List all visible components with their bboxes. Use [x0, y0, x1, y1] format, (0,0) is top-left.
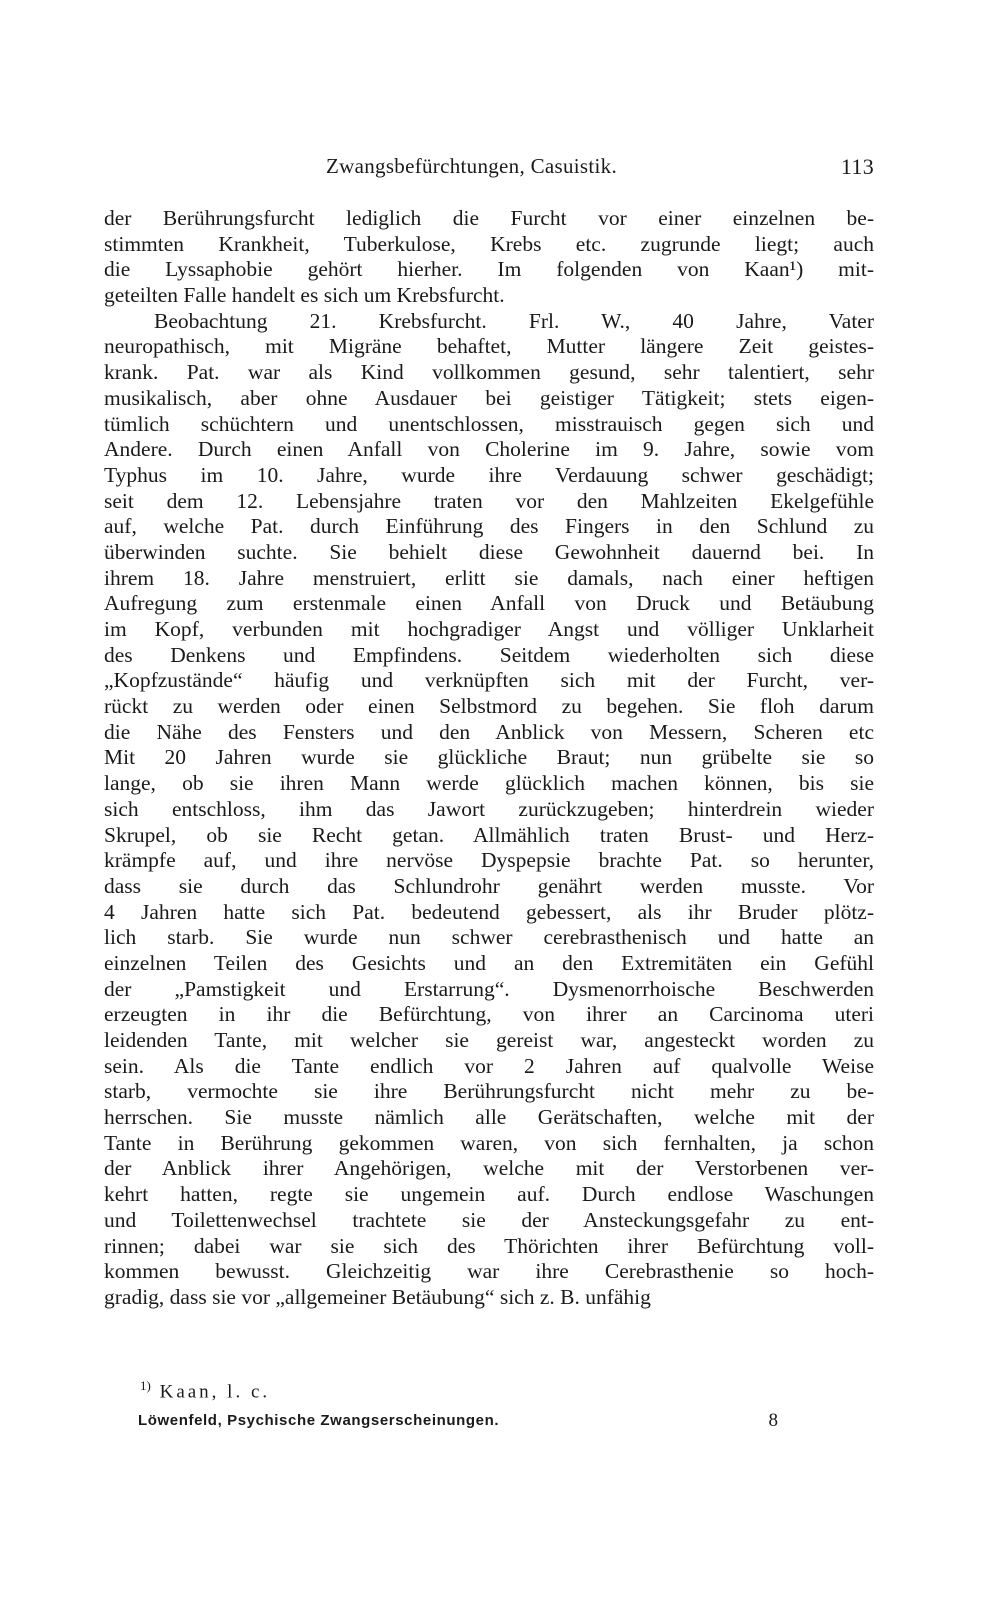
- text-line: kommen bewusst. Gleichzeitig war ihre Cerebrasthenie so hoch-: [104, 1259, 874, 1284]
- book-imprint: Löwenfeld, Psychische Zwangserscheinungen.: [138, 1412, 500, 1429]
- text-line: rinnen; dabei war sie sich des Thörichten ihrer Befürchtung voll-: [104, 1233, 874, 1258]
- footnote: [140, 1378, 270, 1403]
- text-line: musikalisch, aber ohne Ausdauer bei geistiger Tätigkeit; stets eigen-: [104, 385, 874, 410]
- text-line: kehrt hatten, regte sie ungemein auf. Durch endlose Waschungen: [104, 1182, 874, 1207]
- text-line: der Anblick ihrer Angehörigen, welche mit der Verstorbenen ver-: [104, 1156, 874, 1181]
- signature-mark: 8: [768, 1410, 778, 1431]
- text-line: stimmten Krankheit, Tuberkulose, Krebs etc. zugrunde liegt; auch: [104, 231, 874, 256]
- text-line: gradig, dass sie vor „allgemeiner Betäubung“ sich z. B. unfähig: [104, 1284, 651, 1309]
- text-line: auf, welche Pat. durch Einführung des Fingers in den Schlund zu: [104, 514, 874, 539]
- running-title: Zwangsbefürchtungen, Casuistik.: [326, 154, 617, 178]
- footnote-mark: 1): [140, 1378, 151, 1393]
- text-line: Tante in Berührung gekommen waren, von sich fernhalten, ja schon: [104, 1130, 874, 1155]
- text-line: im Kopf, verbunden mit hochgradiger Angst und völliger Unklarheit: [104, 617, 874, 641]
- page-footer: [138, 1412, 778, 1438]
- text-line: krank. Pat. war als Kind vollkommen gesund, sehr talentiert, sehr: [104, 360, 874, 385]
- text-line: Beobachtung 21. Krebsfurcht. Frl. W., 40 Jahre, Vater: [154, 308, 874, 333]
- text-line: Andere. Durch einen Anfall von Cholerine im 9. Jahre, sowie vom: [104, 437, 874, 462]
- text-line: herrschen. Sie musste nämlich alle Gerätschaften, welche mit der: [104, 1105, 874, 1130]
- text-line: 4 Jahren hatte sich Pat. bedeutend gebessert, als ihr Bruder plötz-: [104, 899, 874, 924]
- text-line: sich entschloss, ihm das Jawort zurückzugeben; hinterdrein wieder: [104, 796, 874, 821]
- text-line: tümlich schüchtern und unentschlossen, misstrauisch gegen sich und: [104, 411, 874, 436]
- text-line: sein. Als die Tante endlich vor 2 Jahren auf qualvolle Weise: [104, 1053, 874, 1078]
- text-line: überwinden suchte. Sie behielt diese Gewohnheit dauernd bei. In: [104, 539, 874, 564]
- text-line: ihrem 18. Jahre menstruiert, erlitt sie damals, nach einer heftigen: [104, 565, 874, 590]
- text-line: und Toilettenwechsel trachtete sie der Ansteckungsgefahr zu ent-: [104, 1207, 874, 1232]
- text-line: einzelnen Teilen des Gesichts und an den Extremitäten ein Gefühl: [104, 950, 874, 975]
- text-line: neuropathisch, mit Migräne behaftet, Mutter längere Zeit geistes-: [104, 334, 874, 359]
- text-line: Skrupel, ob sie Recht getan. Allmählich traten Brust- und Herz-: [104, 822, 874, 847]
- text-line: geteilten Falle handelt es sich um Krebsfurcht.: [104, 283, 505, 308]
- text-line: leidenden Tante, mit welcher sie gereist war, angesteckt worden zu: [104, 1028, 874, 1052]
- footnote-text: Kaan, l. c.: [159, 1381, 271, 1403]
- text-line: der „Pamstigkeit und Erstarrung“. Dysmenorrhoische Beschwerden: [104, 976, 874, 1001]
- body-text: [104, 206, 874, 1311]
- text-line: des Denkens und Empfindens. Seitdem wiederholten sich diese: [104, 642, 874, 667]
- text-line: rückt zu werden oder einen Selbstmord zu begehen. Sie floh darum: [104, 694, 874, 719]
- text-line: Mit 20 Jahren wurde sie glückliche Braut; nun grübelte sie so: [104, 745, 874, 770]
- text-line: lich starb. Sie wurde nun schwer cerebrasthenisch und hatte an: [104, 925, 874, 950]
- text-line: dass sie durch das Schlundrohr genährt werden musste. Vor: [104, 873, 874, 898]
- text-line: „Kopfzustände“ häufig und verknüpften sich mit der Furcht, ver-: [104, 668, 874, 693]
- text-line: Typhus im 10. Jahre, wurde ihre Verdauung schwer geschädigt;: [104, 462, 874, 487]
- text-line: krämpfe auf, und ihre nervöse Dyspepsie brachte Pat. so herunter,: [104, 848, 874, 873]
- text-line: lange, ob sie ihren Mann werde glücklich machen können, bis sie: [104, 771, 874, 796]
- text-line: seit dem 12. Lebensjahre traten vor den Mahlzeiten Ekelgefühle: [104, 488, 874, 513]
- text-line: erzeugten in ihr die Befürchtung, von ihrer an Carcinoma uteri: [104, 1002, 874, 1027]
- text-line: die Nähe des Fensters und den Anblick von Messern, Scheren etc: [104, 719, 874, 744]
- text-line: der Berührungsfurcht lediglich die Furcht vor einer einzelnen be-: [104, 206, 874, 230]
- page-number: 113: [840, 154, 874, 179]
- running-header: [104, 154, 874, 184]
- text-line: starb, vermochte sie ihre Berührungsfurcht nicht mehr zu be-: [104, 1079, 874, 1104]
- text-line: die Lyssaphobie gehört hierher. Im folgenden von Kaan¹) mit-: [104, 257, 874, 282]
- text-line: Aufregung zum erstenmale einen Anfall von Druck und Betäubung: [104, 591, 874, 616]
